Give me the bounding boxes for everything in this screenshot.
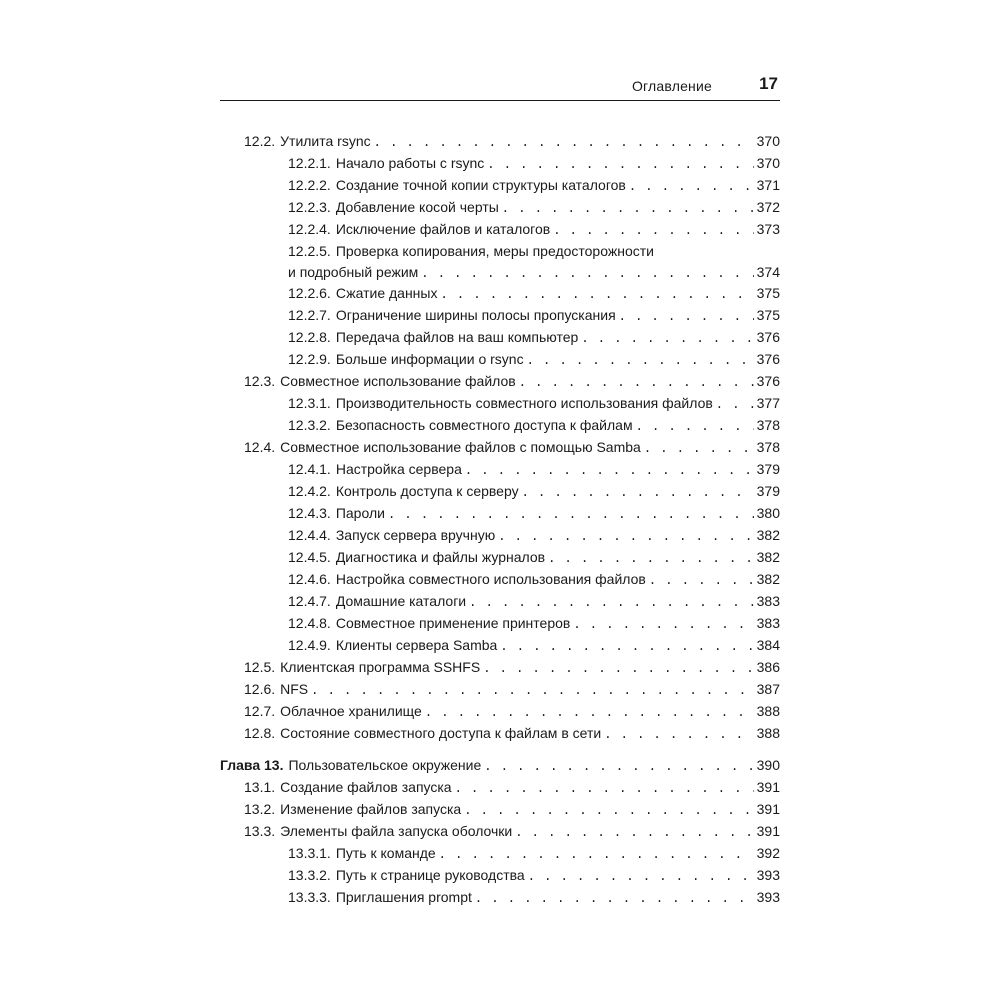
toc-entry-page: 374 [756,264,780,280]
toc-leader-dots [464,799,753,821]
toc-entry-title: Ограничение ширины полосы пропускания [335,307,616,323]
running-header [220,72,780,101]
toc-entry-title: Домашние каталоги [335,593,467,609]
toc-entry-page: 388 [756,703,780,719]
toc-leader-dots [440,283,753,305]
toc-entry-title: Исключение файлов и каталогов [335,221,551,237]
toc-chapter-entry[interactable] [220,754,780,776]
toc-chapter-label: Глава 13. [220,757,284,773]
toc-leader-dots [374,131,754,153]
toc-entry-title: Состояние совместного доступа к файлам в сети [280,725,602,741]
toc-entry-number: 12.3. [244,373,276,389]
toc-entry-title: Изменение файлов запуска [280,801,462,817]
toc-entry-title: Совместное использование файлов с помощью Samba [280,439,641,455]
toc-entry-page: 377 [756,395,780,411]
toc-entry[interactable] [220,436,780,458]
toc-entry-title: NFS [280,681,309,697]
toc-entry-page: 383 [756,593,780,609]
toc-leader-dots [604,723,753,745]
toc-entry[interactable] [220,218,780,240]
toc-entry[interactable] [220,842,780,864]
toc-leader-dots [519,371,754,393]
toc-entry-number: 12.2.5. [288,243,331,259]
toc-entry-title: Настройка совместного использования файлов [335,571,646,587]
toc-leader-dots [483,657,753,679]
toc-leader-dots [421,263,753,283]
toc-entry-number: 12.2.6. [288,285,331,301]
toc-leader-dots [716,393,754,415]
toc-entry-number: 12.2.8. [288,329,331,345]
toc-entry-page: 391 [756,823,780,839]
toc-entry-title: Элементы файла запуска оболочки [280,823,513,839]
toc-entry[interactable] [220,326,780,348]
toc-entry-title: Контроль доступа к серверу [335,483,519,499]
toc-entry-number: 13.2. [244,801,276,817]
toc-entry-page: 373 [756,221,780,237]
toc-entry-number: 12.2. [244,133,276,149]
toc-entry-number: 12.2.3. [288,199,331,215]
toc-entry-page: 378 [756,439,780,455]
toc-entry-title: Проверка копирования, меры предосторожности [335,243,654,259]
toc-entry-page: 379 [756,483,780,499]
toc-entry-number: 12.2.9. [288,351,331,367]
toc-entry[interactable] [220,196,780,218]
toc-entry-title: Утилита rsync [280,133,371,149]
toc-leader-dots [649,569,754,591]
toc-entry-page: 391 [756,801,780,817]
toc-leader-dots [311,679,754,701]
toc-entry-page: 392 [756,845,780,861]
toc-entry[interactable] [220,776,780,798]
toc-entry-number: 12.4. [244,439,276,455]
toc-entry-number: 12.5. [244,659,276,675]
toc-entry-page: 379 [756,461,780,477]
toc-entry-page: 370 [756,133,780,149]
toc-entry-page: 382 [756,527,780,543]
toc-leader-dots [455,777,754,799]
toc-entry-page: 380 [756,505,780,521]
table-of-contents [220,130,780,908]
toc-entry-number: 12.3.2. [288,417,331,433]
toc-leader-dots [469,591,754,613]
toc-entry-title: Добавление косой черты [335,199,499,215]
toc-leader-dots [553,219,753,241]
toc-entry-page: 376 [756,329,780,345]
toc-entry-number: 13.3. [244,823,276,839]
toc-entry-title: Пользовательское окружение [288,757,482,773]
toc-entry[interactable] [220,414,780,436]
toc-entry[interactable] [220,678,780,700]
toc-entry[interactable] [220,130,780,152]
toc-entry-number: 13.3.1. [288,845,331,861]
toc-entry[interactable] [220,304,780,326]
toc-entry[interactable] [220,568,780,590]
toc-entry[interactable] [220,656,780,678]
toc-entry[interactable] [220,864,780,886]
toc-leader-dots [465,459,754,481]
toc-entry[interactable] [220,348,780,370]
toc-entry[interactable] [220,480,780,502]
toc-entry-number: 12.4.4. [288,527,331,543]
toc-entry-title: Совместное использование файлов [280,373,516,389]
toc-entry-page: 382 [756,549,780,565]
toc-leader-dots [498,525,753,547]
toc-entry-title: Производительность совместного использования файлов [335,395,713,411]
toc-entry-number: 13.3.2. [288,867,331,883]
toc-entry[interactable] [220,174,780,196]
toc-entry[interactable] [220,722,780,744]
toc-leader-dots [484,755,753,777]
toc-entry-number: 12.2.7. [288,307,331,323]
toc-entry[interactable] [220,458,780,480]
toc-entry[interactable] [220,820,780,842]
toc-leader-dots [502,197,754,219]
toc-leader-dots [644,437,754,459]
toc-entry[interactable] [220,282,780,304]
toc-entry-title: Запуск сервера вручную [335,527,496,543]
toc-leader-dots [581,327,753,349]
toc-entry-page: 372 [756,199,780,215]
toc-leader-dots [500,635,753,657]
toc-entry-page: 391 [756,779,780,795]
toc-entry-title-continuation: и подробный режим [288,264,419,280]
toc-entry-page: 375 [756,285,780,301]
toc-leader-dots [515,821,753,843]
toc-entry-page: 388 [756,725,780,741]
toc-entry-number: 12.4.9. [288,637,331,653]
toc-entry[interactable] [220,392,780,414]
toc-leader-dots [475,887,754,909]
running-header-section: Оглавление [631,78,712,94]
toc-entry-number: 13.3.3. [288,889,331,905]
toc-leader-dots [388,503,754,525]
toc-entry[interactable] [220,798,780,820]
toc-leader-dots [573,613,753,635]
toc-entry-first-line [288,240,780,262]
toc-entry-number: 12.4.6. [288,571,331,587]
toc-leader-dots [527,349,754,371]
toc-entry-page: 387 [756,681,780,697]
toc-entry-number: 12.2.2. [288,177,331,193]
toc-entry-page: 393 [756,889,780,905]
toc-entry-number: 12.2.1. [288,155,331,171]
toc-entry-title: Безопасность совместного доступа к файлам [335,417,633,433]
toc-entry-number: 12.6. [244,681,276,697]
toc-entry[interactable] [220,634,780,656]
toc-entry[interactable] [220,524,780,546]
toc-leader-dots [548,547,754,569]
toc-leader-dots [629,175,754,197]
toc-entry-title: Пароли [335,505,385,521]
toc-entry-page: 383 [756,615,780,631]
toc-leader-dots [528,865,754,887]
toc-entry-page: 370 [756,155,780,171]
toc-entry[interactable] [220,152,780,174]
toc-entry-number: 12.4.1. [288,461,331,477]
toc-entry[interactable] [220,590,780,612]
toc-entry-title: Диагностика и файлы журналов [335,549,546,565]
toc-entry-number: 12.4.3. [288,505,331,521]
toc-entry-title: Сжатие данных [335,285,438,301]
toc-entry[interactable] [220,546,780,568]
toc-entry-title: Больше информации о rsync [335,351,524,367]
toc-entry-number: 12.7. [244,703,276,719]
toc-entry-number: 12.4.7. [288,593,331,609]
page-number: 17 [759,74,778,93]
toc-entry-title: Приглашения prompt [335,889,472,905]
toc-entry[interactable] [220,886,780,908]
toc-leader-dots [522,481,754,503]
toc-entry-title: Клиентская программа SSHFS [280,659,481,675]
toc-entry-page: 382 [756,571,780,587]
toc-entry-title: Передача файлов на ваш компьютер [335,329,579,345]
toc-entry-number: 12.4.5. [288,549,331,565]
toc-entry[interactable] [220,502,780,524]
toc-entry-title: Путь к странице руководства [335,867,525,883]
toc-entry-second-line [288,262,780,282]
toc-entry-number: 12.4.8. [288,615,331,631]
toc-entry-title: Создание точной копии структуры каталогов [335,177,626,193]
toc-entry[interactable] [220,370,780,392]
toc-entry[interactable] [220,700,780,722]
toc-entry-number: 13.1. [244,779,276,795]
toc-entry-page: 393 [756,867,780,883]
toc-leader-dots [487,153,753,175]
toc-entry-page: 376 [756,373,780,389]
toc-entry-title: Создание файлов запуска [280,779,452,795]
toc-entry-page: 386 [756,659,780,675]
toc-entry-number: 12.8. [244,725,276,741]
toc-entry-title: Облачное хранилище [280,703,422,719]
toc-entry-page: 384 [756,637,780,653]
toc-entry-page: 375 [756,307,780,323]
toc-leader-dots [439,843,754,865]
toc-entry-title: Путь к команде [335,845,436,861]
toc-leader-dots [425,701,754,723]
toc-entry-number: 12.2.4. [288,221,331,237]
toc-leader-dots [619,305,754,327]
toc-entry[interactable] [220,612,780,634]
toc-entry-title: Начало работы с rsync [335,155,485,171]
toc-entry[interactable] [220,240,780,282]
toc-entry-number: 12.3.1. [288,395,331,411]
toc-leader-dots [636,415,754,437]
toc-entry-page: 378 [756,417,780,433]
toc-entry-title: Совместное применение принтеров [335,615,571,631]
toc-entry-title: Настройка сервера [335,461,462,477]
toc-entry-title: Клиенты сервера Samba [335,637,498,653]
toc-entry-number: 12.4.2. [288,483,331,499]
toc-entry-page: 371 [756,177,780,193]
toc-entry-page: 390 [756,757,780,773]
toc-entry-page: 376 [756,351,780,367]
